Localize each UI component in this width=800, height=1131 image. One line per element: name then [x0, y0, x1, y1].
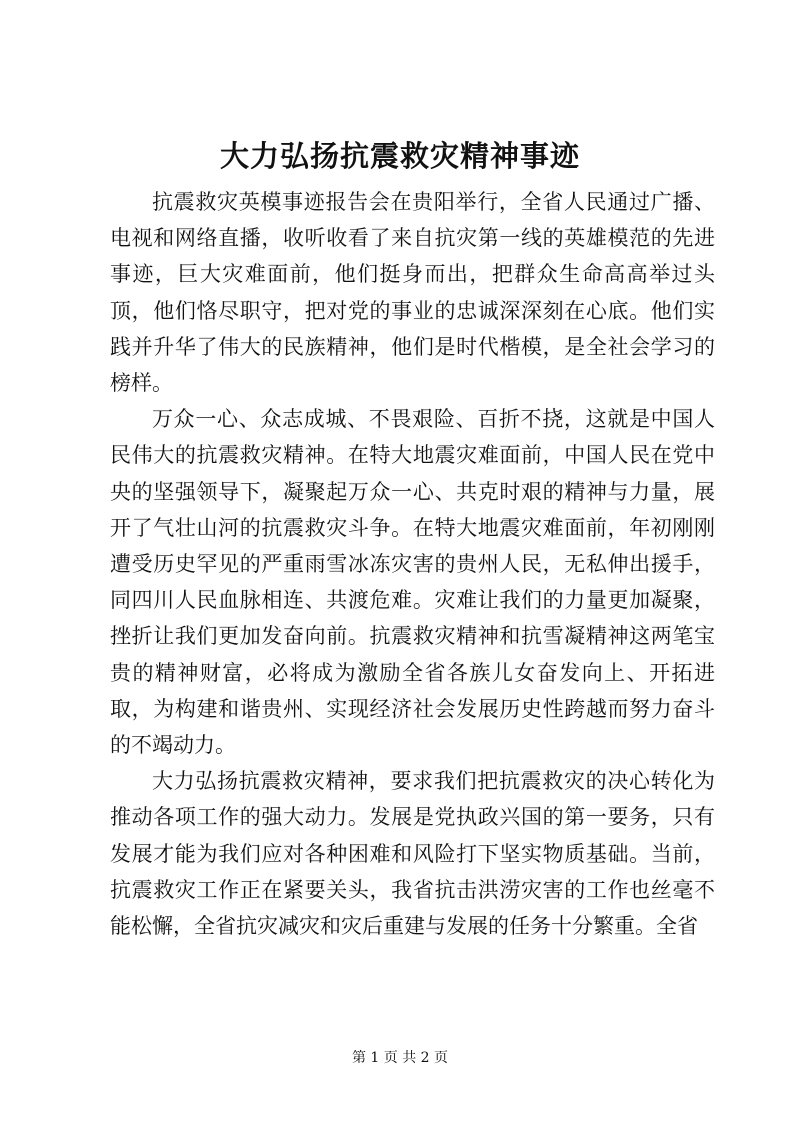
page-footer: [0, 1048, 800, 1068]
paragraph-3: 大力弘扬抗震救灾精神，要求我们把抗震救灾的决心转化为推动各项工作的强大动力。发展是党执政兴国的第一要务，只有发展才能为我们应对各种困难和风险打下坚实物质基础。当前，抗震救灾工作正在紧要关头，我省抗击洪涝灾害的工作也丝毫不能松懈，全省抗灾减灾和灾后重建与发展的任务十分繁重。全省: [110, 769, 715, 939]
paragraph-1: 抗震救灾英模事迹报告会在贵阳举行，全省人民通过广播、电视和网络直播，收听收看了来自抗灾第一线的英雄模范的先进事迹，巨大灾难面前，他们挺身而出，把群众生命高高举过头顶，他们恪尽职守，把对党的事业的忠诚深深刻在心底。他们实践并升华了伟大的民族精神，他们是时代楷模，是全社会学习的榜样。: [110, 190, 715, 396]
paragraph-2: 万众一心、众志成城、不畏艰险、百折不挠，这就是中国人民伟大的抗震救灾精神。在特大地震灾难面前，中国人民在党中央的坚强领导下，凝聚起万众一心、共克时艰的精神与力量，展开了气壮山河的抗震救灾斗争。在特大地震灾难面前，年初刚刚遭受历史罕见的严重雨雪冰冻灾害的贵州人民，无私伸出援手，同四川人民血脉相连、共渡危难。灾难让我们的力量更加凝聚，挫折让我们更加发奋向前。抗震救灾精神和抗雪凝精神这两笔宝贵的精神财富，必将成为激励全省各族儿女奋发向上、开拓进取，为构建和谐贵州、实现经济社会发展历史性跨越而努力奋斗的不竭动力。: [110, 407, 715, 758]
document-title: 大力弘扬抗震救灾精神事迹: [219, 139, 580, 173]
page-number: 第 1 页 共 2 页: [351, 1050, 449, 1066]
document-body: [110, 184, 715, 944]
